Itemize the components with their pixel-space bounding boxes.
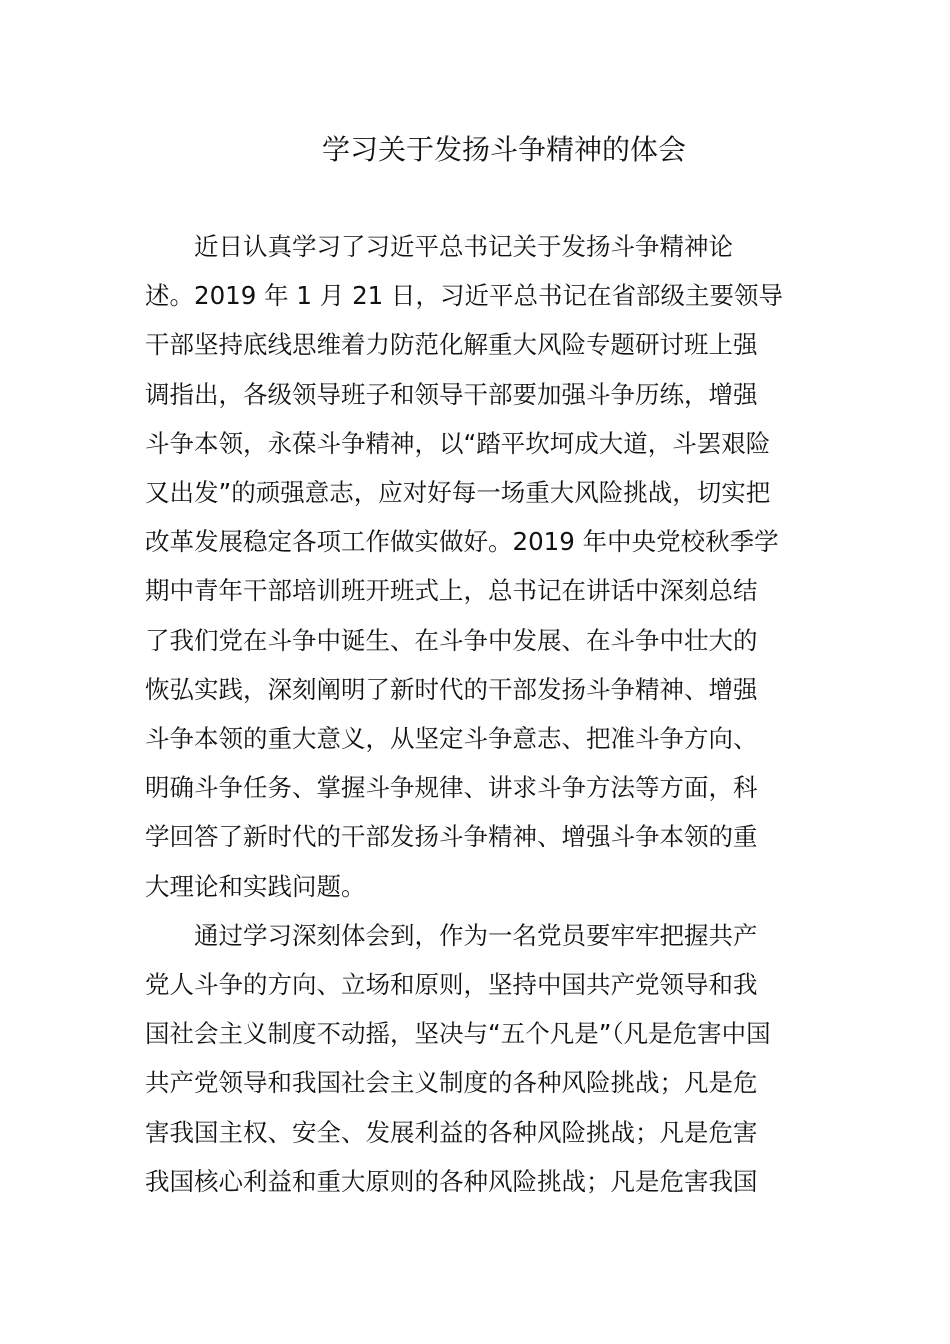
text-line: 干部坚持底线思维着力防范化解重大风险专题研讨班上强 [145, 330, 758, 360]
text-line: 改革发展稳定各项工作做实做好。2019 年中央党校秋季学 [145, 527, 779, 557]
text-line: 明确斗争任务、掌握斗争规律、讲求斗争方法等方面，科 [145, 773, 758, 803]
text-line: 斗争本领，永葆斗争精神，以“踏平坎坷成大道，斗罢艰险 [145, 428, 771, 458]
document-title: 学习关于发扬斗争精神的体会 [321, 133, 686, 166]
paragraph-1 [145, 222, 810, 911]
text-line: 害我国主权、安全、发展利益的各种风险挑战；凡是危害 [145, 1117, 758, 1147]
text-line: 国社会主义制度不动摇，坚决与“五个凡是”（凡是危害中国 [145, 1019, 771, 1049]
document-body [145, 222, 810, 1206]
text-line: 学回答了新时代的干部发扬斗争精神、增强斗争本领的重 [145, 822, 758, 852]
text-line: 调指出，各级领导班子和领导干部要加强斗争历练，增强 [145, 379, 758, 409]
text-line: 我国核心利益和重大原则的各种风险挑战；凡是危害我国 [145, 1166, 758, 1196]
paragraph-2 [145, 911, 810, 1206]
text-line: 通过学习深刻体会到，作为一名党员要牢牢把握共产 [194, 920, 758, 950]
text-line: 述。2019 年 1 月 21 日，习近平总书记在省部级主要领导 [145, 281, 784, 311]
text-line: 党人斗争的方向、立场和原则，坚持中国共产党领导和我 [145, 970, 758, 1000]
text-line: 共产党领导和我国社会主义制度的各种风险挑战；凡是危 [145, 1068, 758, 1098]
text-line: 期中青年干部培训班开班式上，总书记在讲话中深刻总结 [145, 576, 758, 606]
text-line: 又出发”的顽强意志，应对好每一场重大风险挑战，切实把 [145, 478, 771, 508]
text-line: 近日认真学习了习近平总书记关于发扬斗争精神论 [194, 232, 733, 261]
text-line: 恢弘实践，深刻阐明了新时代的干部发扬斗争精神、增强 [145, 674, 758, 704]
text-line: 了我们党在斗争中诞生、在斗争中发展、在斗争中壮大的 [145, 625, 758, 655]
text-line: 大理论和实践问题。 [145, 871, 366, 901]
text-line: 斗争本领的重大意义，从坚定斗争意志、把准斗争方向、 [145, 724, 758, 754]
